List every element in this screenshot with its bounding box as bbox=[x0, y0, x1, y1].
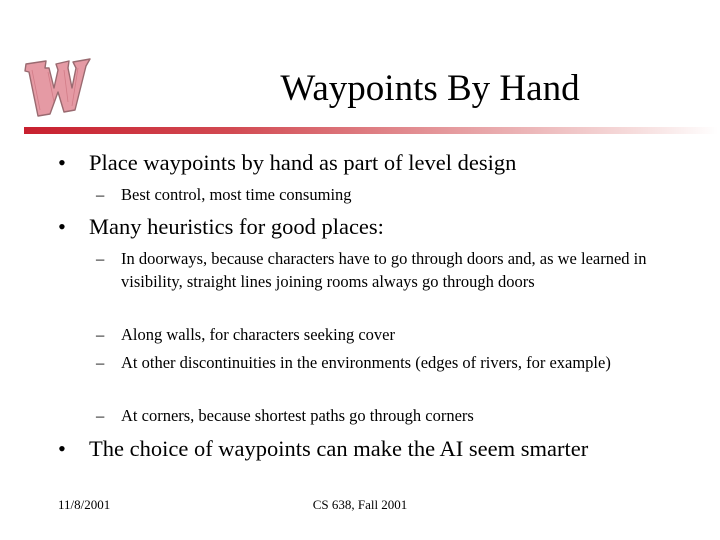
bullet-2-text: Many heuristics for good places: bbox=[89, 214, 384, 239]
sub-bullet-2-4-text: At corners, because shortest paths go through corners bbox=[121, 406, 474, 425]
dash-marker: – bbox=[96, 249, 105, 268]
dash-marker: – bbox=[96, 353, 105, 372]
bullet-3-text: The choice of waypoints can make the AI seem smarter bbox=[89, 436, 589, 461]
sub-bullet-2-1-text: In doorways, because characters have to go through doors and, as we learned in visibility, straight lines joining rooms always go through doors bbox=[121, 249, 647, 291]
sub-bullet-2-2-text: Along walls, for characters seeking cover bbox=[121, 325, 395, 344]
sub-bullet-2-3 bbox=[96, 351, 686, 374]
bullet-1-text: Place waypoints by hand as part of level design bbox=[89, 150, 517, 175]
dash-marker: – bbox=[96, 185, 105, 204]
slide-title: Waypoints By Hand bbox=[280, 68, 580, 109]
footer-course: CS 638, Fall 2001 bbox=[312, 497, 408, 512]
dash-marker: – bbox=[96, 325, 105, 344]
sub-bullet-1-1-text: Best control, most time consuming bbox=[121, 185, 352, 204]
title-divider bbox=[24, 127, 718, 134]
bullet-marker: • bbox=[58, 436, 66, 461]
sub-bullet-2-2 bbox=[96, 323, 686, 346]
sub-bullet-2-3-text: At other discontinuities in the environments (edges of rivers, for example) bbox=[121, 353, 611, 372]
bullet-marker: • bbox=[58, 214, 66, 239]
bullet-marker: • bbox=[58, 150, 66, 175]
footer-date: 11/8/2001 bbox=[58, 497, 111, 512]
motion-w-logo-icon bbox=[20, 52, 92, 120]
dash-marker: – bbox=[96, 406, 105, 425]
sub-bullet-2-4 bbox=[96, 404, 686, 427]
sub-bullet-1-1 bbox=[96, 183, 686, 206]
sub-bullet-2-1 bbox=[96, 247, 686, 293]
